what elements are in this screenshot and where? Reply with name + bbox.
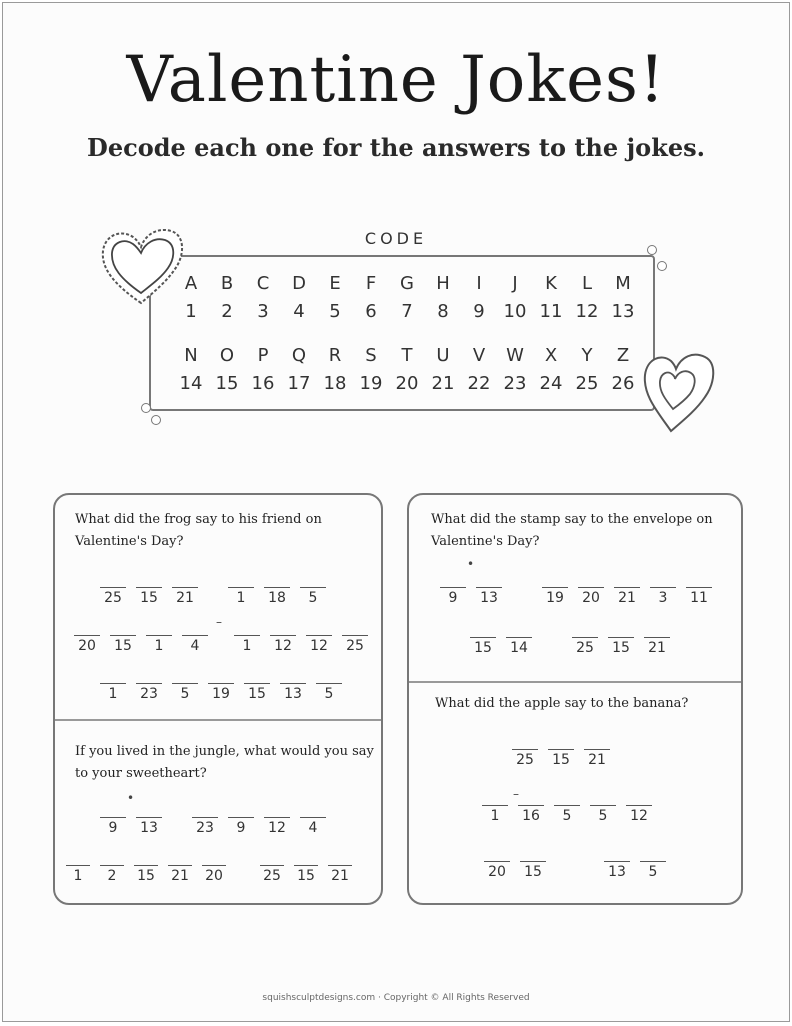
code-letter: V: [472, 345, 486, 366]
answer-blank: 13: [471, 587, 507, 606]
apostrophe-mark: –: [216, 615, 222, 629]
answer-blank: 21: [579, 749, 615, 768]
heart-icon: [635, 345, 717, 437]
answer-blank: 25: [95, 587, 131, 606]
code-letter: J: [512, 273, 518, 294]
code-number: 9: [473, 301, 485, 322]
answer-blank: 12: [621, 805, 657, 824]
answer-blank: 25: [507, 749, 543, 768]
frog-answer-row-1: [95, 587, 331, 606]
answer-blank: 15: [131, 587, 167, 606]
word-gap: [551, 861, 599, 880]
answer-blank: 15: [465, 637, 501, 656]
apple-answer-row-3: [479, 861, 671, 880]
code-number: 8: [437, 301, 449, 322]
right-panel-divider: [409, 681, 741, 683]
word-gap: [231, 865, 255, 884]
word-gap: [537, 637, 567, 656]
code-letter: C: [256, 273, 270, 294]
answer-blank: 19: [537, 587, 573, 606]
corner-curl-icon: [647, 245, 657, 255]
code-number: 4: [293, 301, 305, 322]
answer-blank: 23: [131, 683, 167, 702]
answer-blank: 20: [197, 865, 231, 884]
apple-question: What did the apple say to the banana?: [435, 696, 689, 711]
answer-blank: 15: [129, 865, 163, 884]
answer-blank: 21: [167, 587, 203, 606]
code-number: 11: [539, 301, 563, 322]
answer-blank: 1: [223, 587, 259, 606]
answer-blank: 9: [435, 587, 471, 606]
jungle-answer-row-2: [61, 865, 357, 884]
code-row-1-numbers: [173, 301, 641, 322]
code-letter: G: [400, 273, 414, 294]
corner-curl-icon: [657, 261, 667, 271]
page-title: Valentine Jokes!: [126, 43, 666, 117]
word-gap: [167, 817, 187, 836]
answer-blank: 15: [515, 861, 551, 880]
code-letter: U: [436, 345, 450, 366]
answer-blank: 21: [323, 865, 357, 884]
corner-curl-icon: [141, 403, 151, 413]
code-row-1-letters: [173, 273, 641, 294]
answer-blank: 15: [543, 749, 579, 768]
code-letter: T: [401, 345, 413, 366]
code-letter: I: [476, 273, 482, 294]
answer-blank: 15: [289, 865, 323, 884]
answer-blank: 19: [203, 683, 239, 702]
answer-blank: 20: [479, 861, 515, 880]
code-letter: W: [506, 345, 524, 366]
code-number: 24: [539, 373, 563, 394]
code-letter: X: [544, 345, 558, 366]
apple-answer-row-1: [507, 749, 615, 768]
page-subtitle: Decode each one for the answers to the jokes.: [87, 133, 705, 162]
code-number: 16: [251, 373, 275, 394]
code-letter: E: [329, 273, 341, 294]
answer-blank: 14: [501, 637, 537, 656]
code-label: CODE: [364, 229, 428, 248]
answer-blank: 12: [265, 635, 301, 654]
lace-heart-icon: [95, 223, 187, 309]
apple-answer-row-2: [477, 805, 657, 824]
answer-blank: 20: [573, 587, 609, 606]
code-number: 12: [575, 301, 599, 322]
answer-blank: 12: [301, 635, 337, 654]
code-letter: M: [615, 273, 631, 294]
code-number: 25: [575, 373, 599, 394]
answer-blank: 1: [229, 635, 265, 654]
code-number: 14: [179, 373, 203, 394]
code-number: 6: [365, 301, 377, 322]
code-number: 17: [287, 373, 311, 394]
code-letter: L: [581, 273, 593, 294]
corner-curl-icon: [151, 415, 161, 425]
answer-blank: 15: [105, 635, 141, 654]
code-letter: Q: [291, 345, 307, 366]
code-letter: R: [328, 345, 342, 366]
answer-blank: 9: [95, 817, 131, 836]
answer-blank: 4: [295, 817, 331, 836]
code-letter: B: [220, 273, 234, 294]
apostrophe-mark: •: [127, 791, 135, 805]
answer-blank: 2: [95, 865, 129, 884]
code-letter: H: [436, 273, 450, 294]
answer-blank: 1: [477, 805, 513, 824]
answer-blank: 16: [513, 805, 549, 824]
answer-blank: 5: [311, 683, 347, 702]
code-row-2-letters: [173, 345, 641, 366]
code-number: 26: [611, 373, 635, 394]
word-gap: [213, 635, 229, 654]
code-letter: Z: [616, 345, 630, 366]
answer-blank: 5: [585, 805, 621, 824]
answer-blank: 1: [61, 865, 95, 884]
stamp-question: What did the stamp say to the envelope on Valentine's Day?: [431, 512, 713, 549]
code-number: 1: [185, 301, 197, 322]
answer-blank: 5: [295, 587, 331, 606]
code-number: 22: [467, 373, 491, 394]
code-letter: F: [365, 273, 377, 294]
answer-blank: 25: [337, 635, 373, 654]
code-letter: O: [219, 345, 235, 366]
answer-blank: 20: [69, 635, 105, 654]
code-letter: P: [257, 345, 269, 366]
answer-blank: 9: [223, 817, 259, 836]
answer-blank: 11: [681, 587, 717, 606]
answer-blank: 13: [275, 683, 311, 702]
code-number: 13: [611, 301, 635, 322]
answer-blank: 5: [635, 861, 671, 880]
answer-blank: 15: [239, 683, 275, 702]
answer-blank: 5: [167, 683, 203, 702]
code-number: 3: [257, 301, 269, 322]
jungle-answer-row-1: [95, 817, 331, 836]
answer-blank: 21: [609, 587, 645, 606]
apostrophe-mark: –: [513, 787, 519, 801]
word-gap: [203, 587, 223, 606]
answer-blank: 1: [141, 635, 177, 654]
answer-blank: 13: [599, 861, 635, 880]
answer-blank: 5: [549, 805, 585, 824]
answer-blank: 25: [567, 637, 603, 656]
code-number: 7: [401, 301, 413, 322]
worksheet-page: [2, 2, 790, 1022]
code-number: 5: [329, 301, 341, 322]
code-number: 2: [221, 301, 233, 322]
frog-answer-row-2: [69, 635, 373, 654]
answer-blank: 21: [163, 865, 197, 884]
jungle-question: If you lived in the jungle, what would you say to your sweetheart?: [75, 744, 374, 781]
code-number: 19: [359, 373, 383, 394]
answer-blank: 25: [255, 865, 289, 884]
code-number: 15: [215, 373, 239, 394]
frog-answer-row-3: [95, 683, 347, 702]
code-letter: S: [365, 345, 377, 366]
code-letter: K: [545, 273, 557, 294]
word-gap: [507, 587, 537, 606]
left-panel-divider: [55, 719, 381, 721]
apostrophe-mark: •: [467, 557, 475, 571]
frog-question: What did the frog say to his friend on Valentine's Day?: [75, 512, 322, 549]
answer-blank: 4: [177, 635, 213, 654]
code-row-2-numbers: [173, 373, 641, 394]
stamp-answer-row-2: [465, 637, 675, 656]
code-number: 20: [395, 373, 419, 394]
answer-blank: 15: [603, 637, 639, 656]
answer-blank: 12: [259, 817, 295, 836]
answer-blank: 1: [95, 683, 131, 702]
answer-blank: 21: [639, 637, 675, 656]
code-number: 23: [503, 373, 527, 394]
code-letter: D: [292, 273, 306, 294]
code-letter: A: [184, 273, 198, 294]
page-footer: squishsculptdesigns.com · Copyright © All Rights Reserved: [262, 993, 530, 1003]
answer-blank: 18: [259, 587, 295, 606]
code-number: 21: [431, 373, 455, 394]
answer-blank: 13: [131, 817, 167, 836]
stamp-answer-row-1: [435, 587, 717, 606]
answer-blank: 3: [645, 587, 681, 606]
code-number: 10: [503, 301, 527, 322]
answer-blank: 23: [187, 817, 223, 836]
code-letter: Y: [581, 345, 593, 366]
code-number: 18: [323, 373, 347, 394]
code-letter: N: [184, 345, 198, 366]
